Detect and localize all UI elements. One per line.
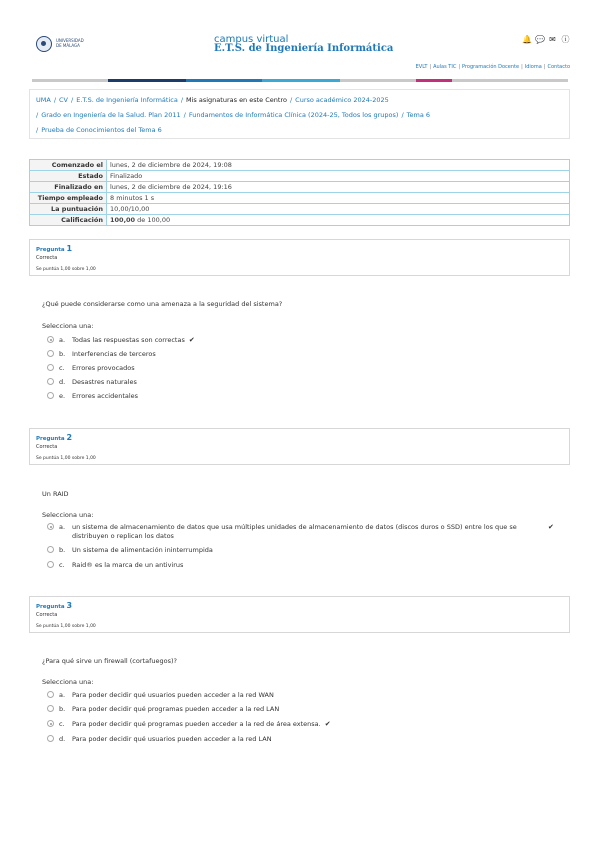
checkmark-icon: ✔: [188, 336, 195, 344]
logo-text-line2: DE MÁLAGA: [56, 43, 80, 48]
summary-value: lunes, 2 de diciembre de 2024, 19:08: [107, 160, 570, 171]
summary-row: [30, 204, 570, 215]
question-grade: Se puntúa 1,00 sobre 1,00: [36, 456, 96, 461]
question-grade: Se puntúa 1,00 sobre 1,00: [36, 624, 96, 629]
radio-unselected[interactable]: [47, 705, 54, 712]
summary-row: [30, 171, 570, 182]
question-number: [36, 601, 72, 610]
logo-text-line1: UNIVERSIDAD: [56, 38, 84, 43]
radio-unselected[interactable]: [47, 350, 54, 357]
breadcrumb-asignatura[interactable]: Fundamentos de Informática Clínica (2024-25, Todos los grupos): [188, 111, 399, 119]
answer-letter: a.: [59, 691, 66, 699]
radio-unselected[interactable]: [47, 561, 54, 568]
breadcrumb-tema[interactable]: Tema 6: [406, 111, 431, 119]
question-number-value: 1: [66, 244, 73, 253]
grade-value: 100,00: [110, 216, 136, 224]
link-programacion-docente[interactable]: Programación Docente: [462, 64, 520, 70]
answer-letter: e.: [59, 392, 66, 400]
summary-value: 10,00/10,00: [107, 204, 570, 215]
answer-prompt: Selecciona una:: [42, 511, 94, 519]
radio-unselected[interactable]: [47, 691, 54, 698]
answer-text: Para poder decidir qué programas pueden acceder a la red LAN: [72, 705, 280, 713]
summary-label: Finalizado en: [30, 182, 107, 193]
answer-text: Para poder decidir qué usuarios pueden acceder a la red WAN: [72, 691, 274, 699]
breadcrumb-line-1: UMA / CV / E.T.S. de Ingeniería Informática / Mis asignaturas en este Centro / Curso académico 2024-2025: [36, 96, 389, 104]
chat-icon[interactable]: 💬: [535, 35, 545, 44]
answer-text: Para poder decidir qué usuarios pueden acceder a la red LAN: [72, 735, 272, 743]
summary-row: [30, 215, 570, 226]
link-evlt[interactable]: EVLT: [415, 64, 428, 70]
question-text: Un RAID: [42, 490, 69, 498]
question-text: ¿Para qué sirve un firewall (cortafuegos)?: [42, 657, 177, 665]
question-grade: Se puntúa 1,00 sobre 1,00: [36, 267, 96, 272]
radio-selected[interactable]: [47, 720, 54, 727]
answer-letter: c.: [59, 720, 65, 728]
summary-value: Finalizado: [107, 171, 570, 182]
question-state: Correcta: [36, 255, 58, 261]
answer-letter: c.: [59, 364, 65, 372]
breadcrumb-line-2: / Grado en Ingeniería de la Salud. Plan 2011 / Fundamentos de Informática Clínica (2024-25, Todos los grupos) / Tema 6: [36, 111, 431, 119]
answer-text: [72, 523, 552, 541]
breadcrumb-mis-asignaturas: Mis asignaturas en este Centro: [186, 96, 287, 104]
summary-label: Calificación: [30, 215, 107, 226]
breadcrumb-etsi[interactable]: E.T.S. de Ingeniería Informática: [76, 96, 178, 104]
color-bar-segment: [452, 79, 568, 82]
link-contacto[interactable]: Contacto: [547, 64, 570, 70]
summary-value: 8 minutos 1 s: [107, 193, 570, 204]
link-idioma[interactable]: Idioma: [524, 64, 542, 70]
answer-text: Errores accidentales: [72, 392, 139, 400]
breadcrumb: [29, 89, 570, 139]
radio-unselected[interactable]: [47, 364, 54, 371]
answer-letter: b.: [59, 350, 66, 358]
answer-text: Un sistema de alimentación ininterrumpida: [72, 546, 213, 554]
breadcrumb-uma[interactable]: UMA: [36, 96, 51, 104]
answer-letter: c.: [59, 561, 65, 569]
info-icon[interactable]: ⓘ: [561, 35, 570, 44]
radio-selected[interactable]: [47, 523, 54, 530]
summary-label: Tiempo empleado: [30, 193, 107, 204]
summary-label: Comenzado el: [30, 160, 107, 171]
question-number: [36, 244, 72, 253]
answer-prompt: Selecciona una:: [42, 678, 94, 686]
question-info-2: [29, 428, 570, 465]
question-label: Pregunta: [36, 247, 65, 253]
answer-text: Interferencias de terceros: [72, 350, 156, 358]
answer-label: Todas las respuestas son correctas: [72, 336, 185, 344]
answer-letter: a.: [59, 523, 66, 531]
checkmark-icon: ✔: [324, 720, 331, 728]
question-state: Correcta: [36, 612, 58, 618]
breadcrumb-cv[interactable]: CV: [59, 96, 69, 104]
answer-letter: d.: [59, 735, 66, 743]
grade-total: de 100,00: [135, 216, 171, 224]
radio-unselected[interactable]: [47, 392, 54, 399]
radio-unselected[interactable]: [47, 546, 54, 553]
answer-letter: d.: [59, 378, 66, 386]
summary-row: [30, 182, 570, 193]
color-bar-segment: [186, 79, 262, 82]
answer-letter: a.: [59, 336, 66, 344]
university-logo-seal[interactable]: [36, 36, 52, 52]
question-label: Pregunta: [36, 604, 65, 610]
color-bar-segment: [108, 79, 186, 82]
answer-text: [72, 720, 331, 729]
answer-text: [72, 336, 195, 345]
color-bar-segment: [340, 79, 416, 82]
question-number-value: 2: [66, 433, 73, 442]
answer-text: Desastres naturales: [72, 378, 137, 386]
answer-label: un sistema de almacenamiento de datos que usa múltiples unidades de almacenamiento de datos (discos duros o SSD) entre los que se distribuyen o replican los datos: [72, 523, 517, 540]
breadcrumb-grado[interactable]: Grado en Ingeniería de la Salud. Plan 2011: [41, 111, 181, 119]
breadcrumb-line-3: / Prueba de Conocimientos del Tema 6: [36, 126, 162, 134]
question-number: [36, 433, 72, 442]
answer-prompt: Selecciona una:: [42, 322, 94, 330]
question-state: Correcta: [36, 444, 58, 450]
summary-value: [107, 215, 570, 226]
answer-text: Errores provocados: [72, 364, 135, 372]
summary-value: lunes, 2 de diciembre de 2024, 19:16: [107, 182, 570, 193]
top-links: EVLT | Aulas TIC | Programación Docente | Idioma | Contacto: [415, 64, 570, 70]
breadcrumb-curso[interactable]: Curso académico 2024-2025: [295, 96, 389, 104]
attempt-summary-table: [29, 159, 570, 226]
question-info-3: [29, 596, 570, 633]
header-icons: [522, 35, 570, 44]
color-bar-segment: [262, 79, 340, 82]
checkmark-icon: ✔: [548, 523, 554, 531]
brand-campus-virtual[interactable]: campus virtual: [214, 34, 289, 45]
summary-label: La puntuación: [30, 204, 107, 215]
question-label: Pregunta: [36, 436, 65, 442]
university-logo-text: [56, 38, 84, 48]
color-bar-segment: [32, 79, 108, 82]
color-bar-segment: [416, 79, 452, 82]
brand-school-name[interactable]: E.T.S. de Ingeniería Informática: [214, 43, 394, 54]
question-number-value: 3: [66, 601, 73, 610]
summary-row: [30, 193, 570, 204]
radio-selected[interactable]: [47, 336, 54, 343]
answer-letter: b.: [59, 546, 66, 554]
summary-row: [30, 160, 570, 171]
bell-icon[interactable]: 🔔: [522, 35, 532, 44]
answer-text: Raid® es la marca de un antivirus: [72, 561, 184, 569]
mail-icon[interactable]: ✉: [549, 35, 556, 44]
question-text: ¿Qué puede considerarse como una amenaza a la seguridad del sistema?: [42, 300, 283, 308]
question-info-1: [29, 239, 570, 276]
link-aulas-tic[interactable]: Aulas TIC: [433, 64, 457, 70]
summary-label: Estado: [30, 171, 107, 182]
radio-unselected[interactable]: [47, 735, 54, 742]
radio-unselected[interactable]: [47, 378, 54, 385]
answer-label: Para poder decidir qué programas pueden acceder a la red de área extensa.: [72, 720, 321, 728]
answer-letter: b.: [59, 705, 66, 713]
breadcrumb-prueba[interactable]: Prueba de Conocimientos del Tema 6: [41, 126, 162, 134]
